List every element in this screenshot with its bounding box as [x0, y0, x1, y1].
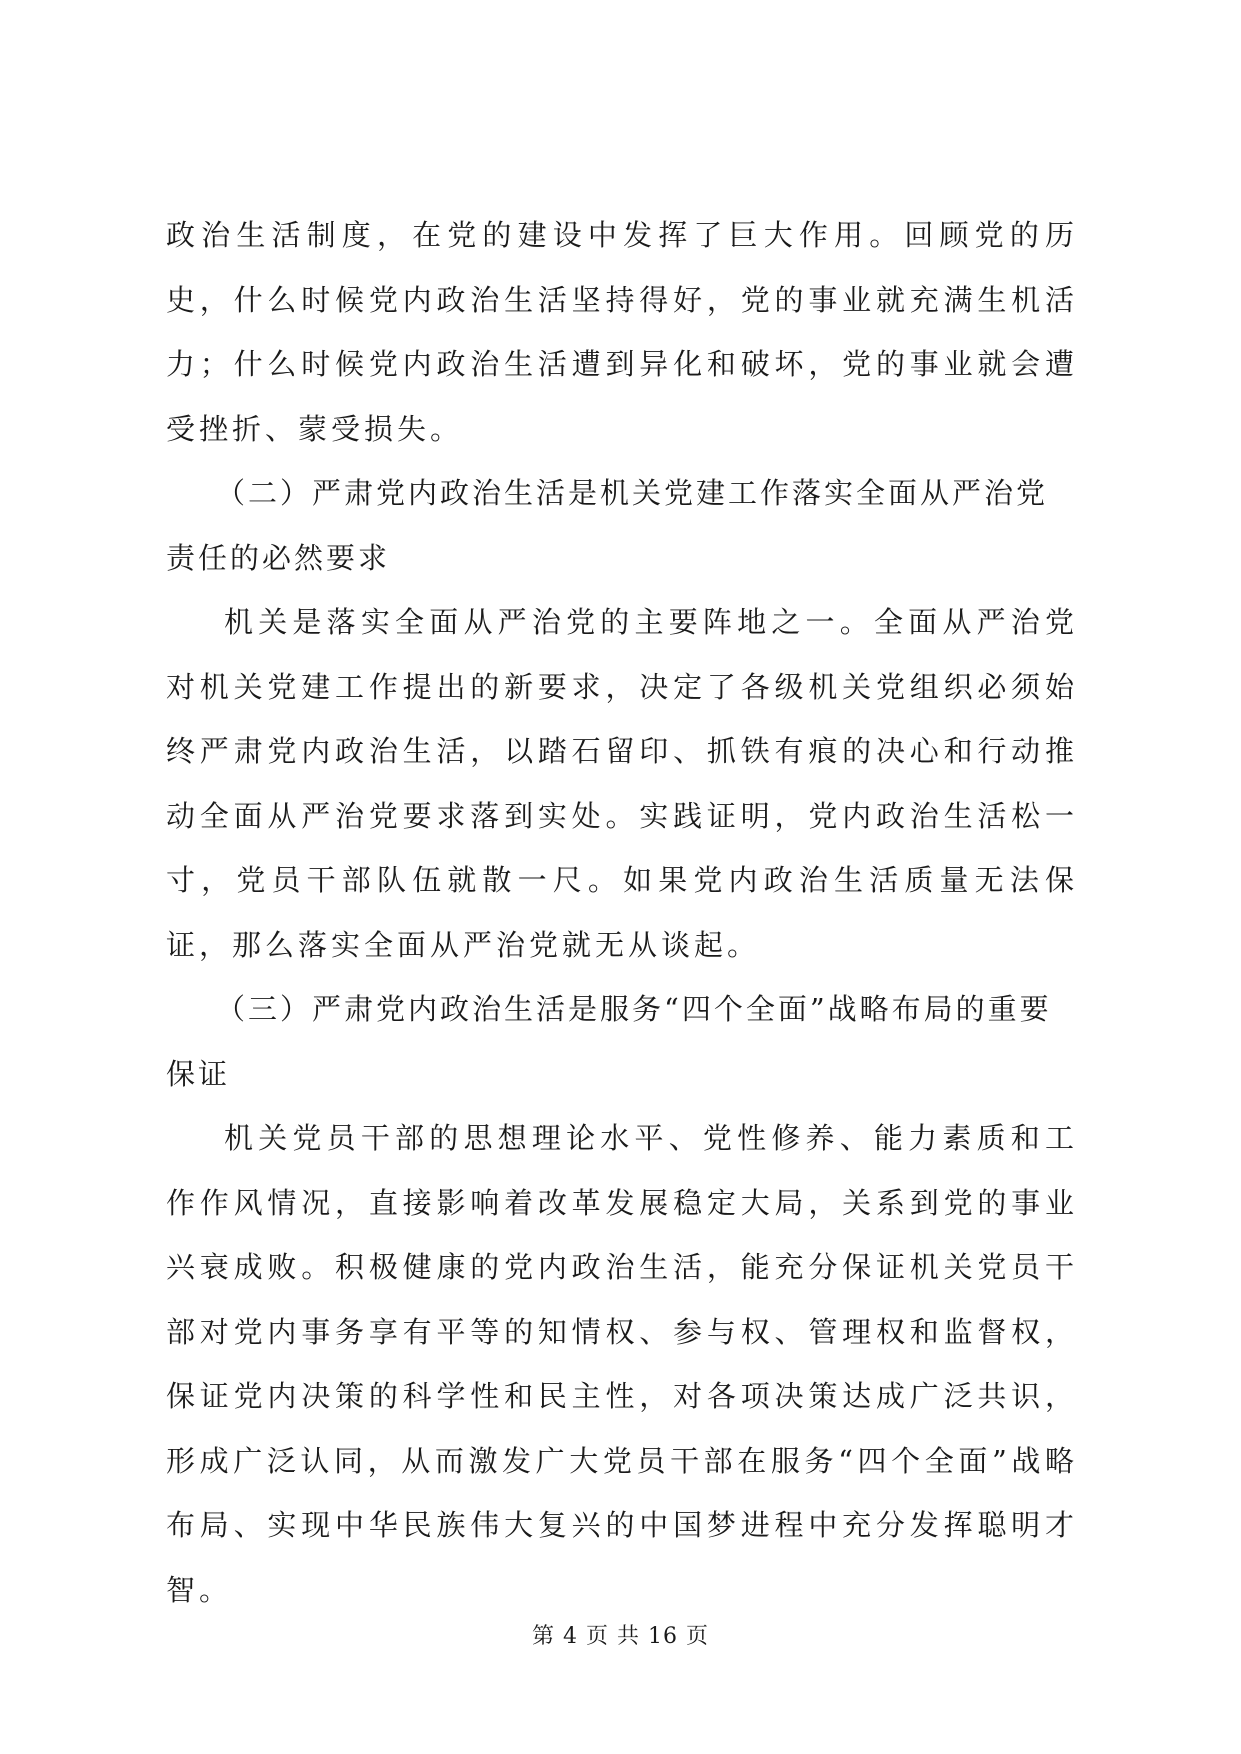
- section-heading: （二）严肃党内政治生活是机关党建工作落实全面从严治党责任的必然要求: [166, 476, 1049, 575]
- paragraph: 机关党员干部的思想理论水平、党性修养、能力素质和工作作风情况，直接影响着改革发展稳定大局，关系到党的事业兴衰成败。积极健康的党内政治生活，能充分保证机关党员干部对党内事务享有平等的知情权、参与权、管理权和监督权，保证党内决策的科学性和民主性，对各项决策达成广泛共识，形成广泛认同，从而激发广大党员干部在服务“四个全面”战略布局、实现中华民族伟大复兴的中国梦进程中充分发挥聪明才智。: [166, 1121, 1078, 1607]
- page-number-footer: 第 4 页 共 16 页: [532, 1624, 709, 1649]
- paragraph: 机关是落实全面从严治党的主要阵地之一。全面从严治党对机关党建工作提出的新要求，决定了各级机关党组织必须始终严肃党内政治生活，以踏石留印、抓铁有痕的决心和行动推动全面从严治党要求落到实处。实践证明，党内政治生活松一寸，党员干部队伍就散一尺。如果党内政治生活质量无法保证，那么落实全面从严治党就无从谈起。: [166, 605, 1078, 962]
- paragraph: 政治生活制度，在党的建设中发挥了巨大作用。回顾党的历史，什么时候党内政治生活坚持得好，党的事业就充满生机活力；什么时候党内政治生活遭到异化和破坏，党的事业就会遭受挫折、蒙受损失。: [166, 218, 1078, 446]
- document-body: [166, 203, 1078, 1622]
- section-heading: （三）严肃党内政治生活是服务“四个全面”战略布局的重要保证: [166, 992, 1052, 1091]
